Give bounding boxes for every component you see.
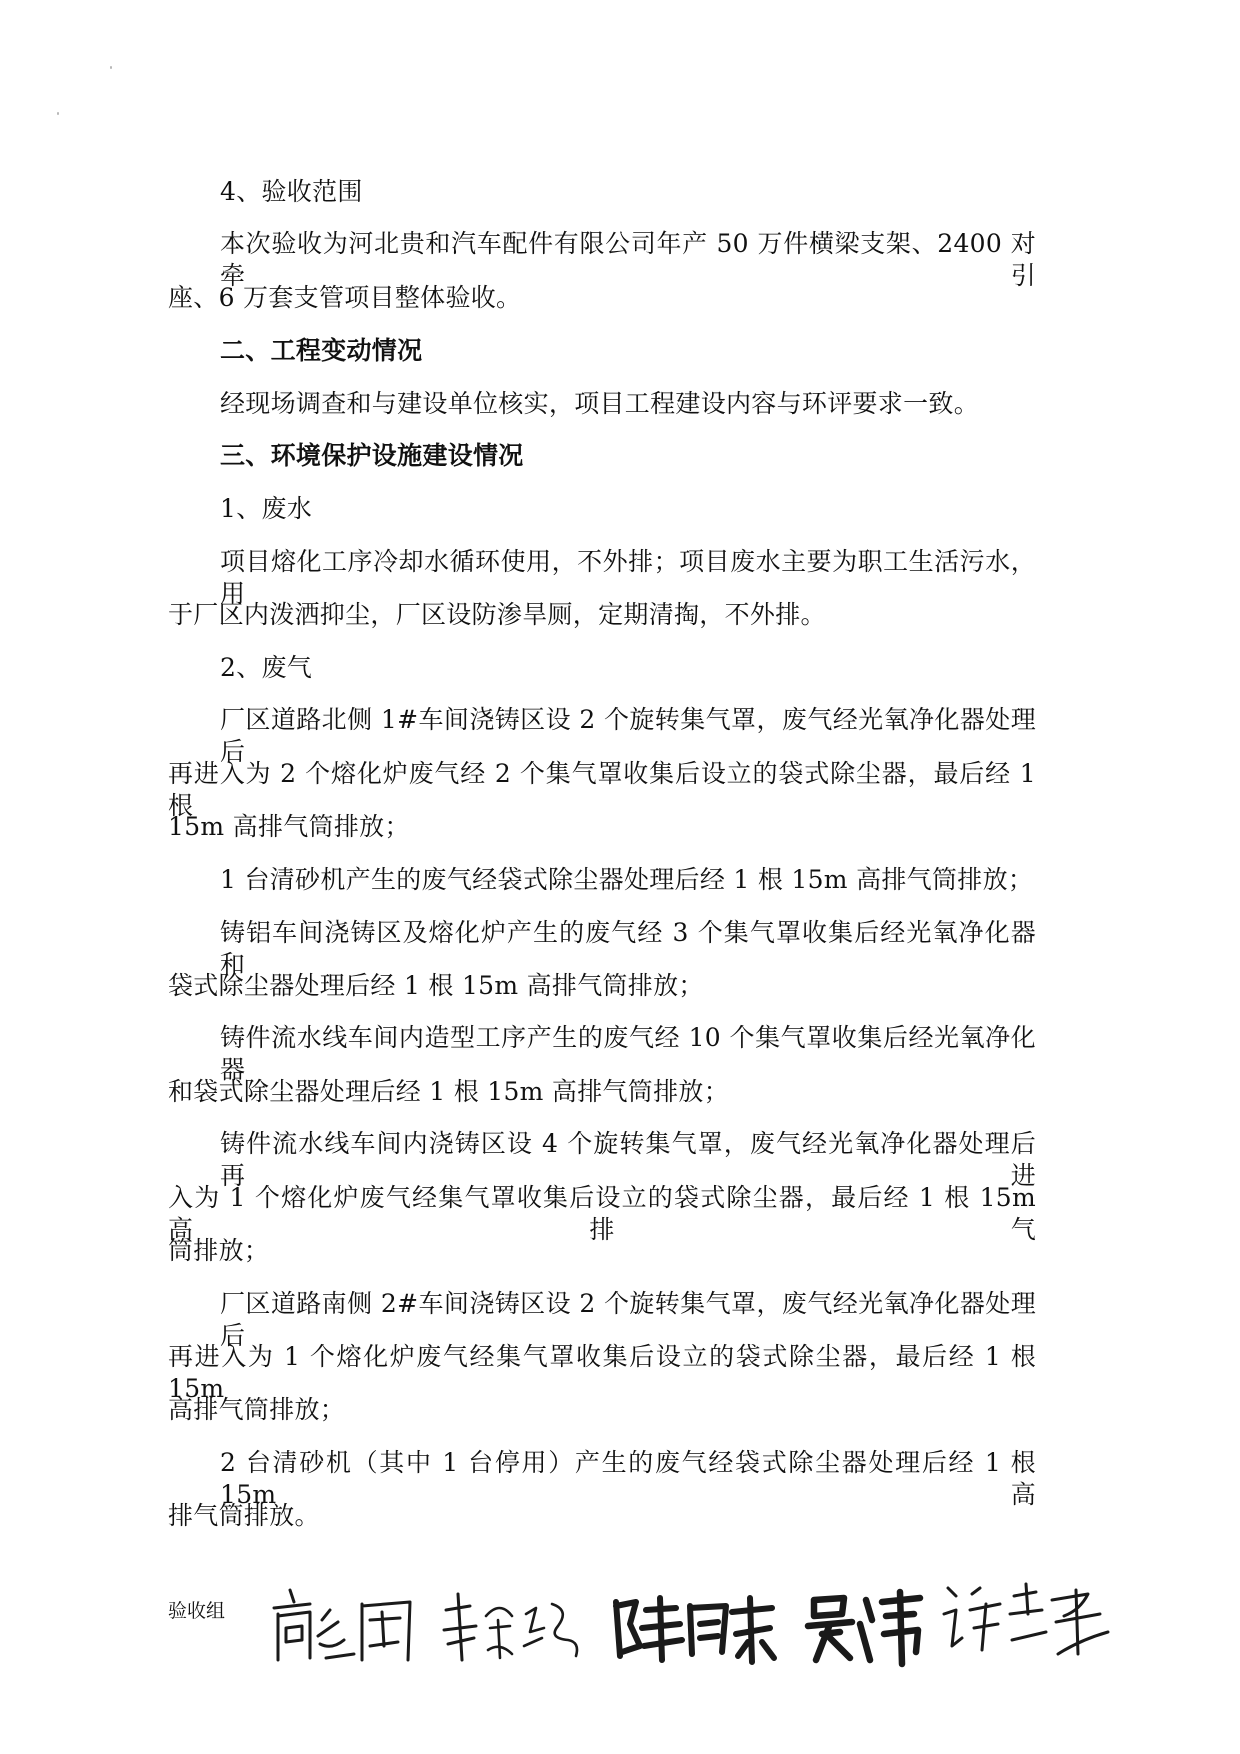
paragraph-line: 袋式除尘器处理后经 1 根 15m 高排气筒排放； [168, 971, 704, 1000]
subsection-heading-wastewater: 1、废水 [220, 494, 313, 523]
paragraph-line: 厂区道路南侧 2#车间浇铸区设 2 个旋转集气罩，废气经光氧净化器处理后 [220, 1289, 1036, 1350]
paragraph-line: 铸件流水线车间内浇铸区设 4 个旋转集气罩，废气经光氧净化器处理后再进 [220, 1129, 1036, 1190]
paragraph-line: 入为 1 个熔化炉废气经集气罩收集后设立的袋式除尘器，最后经 1 根 15m 高排气 [168, 1183, 1036, 1244]
paragraph-line: 铸件流水线车间内造型工序产生的废气经 10 个集气罩收集后经光氧净化器 [220, 1023, 1036, 1084]
subsection-heading-acceptance-scope: 4、验收范围 [220, 177, 363, 206]
paragraph-line: 排气筒排放。 [168, 1501, 320, 1530]
paragraph-line: 厂区道路北侧 1#车间浇铸区设 2 个旋转集气罩，废气经光氧净化器处理后 [220, 705, 1036, 766]
paragraph-line: 再进入为 2 个熔化炉废气经 2 个集气罩收集后设立的袋式除尘器，最后经 1 根 [168, 759, 1036, 820]
paragraph-line: 铸铝车间浇铸区及熔化炉产生的废气经 3 个集气罩收集后经光氧净化器和 [220, 918, 1036, 979]
scan-speck [57, 112, 59, 115]
section-heading-changes: 二、工程变动情况 [220, 336, 423, 365]
paragraph-line: 座、6 万套支管项目整体验收。 [168, 283, 522, 312]
paragraph-line: 项目熔化工序冷却水循环使用，不外排；项目废水主要为职工生活污水，用 [220, 547, 1036, 608]
paragraph-line: 经现场调查和与建设单位核实，项目工程建设内容与环评要求一致。 [220, 389, 980, 418]
handwritten-signature [440, 1580, 590, 1670]
paragraph-line: 15m 高排气筒排放； [168, 812, 410, 841]
paragraph-line: 再进入为 1 个熔化炉废气经集气罩收集后设立的袋式除尘器，最后经 1 根 15m [168, 1342, 1036, 1403]
handwritten-signature [940, 1570, 1115, 1670]
paragraph-line: 本次验收为河北贵和汽车配件有限公司年产 50 万件横梁支架、2400 对牵引 [220, 229, 1036, 290]
paragraph-line: 筒排放； [168, 1236, 270, 1265]
subsection-heading-waste-gas: 2、废气 [220, 653, 313, 682]
section-heading-env-facilities: 三、环境保护设施建设情况 [220, 441, 524, 470]
handwritten-signature [270, 1580, 420, 1670]
scan-speck [110, 66, 112, 69]
paragraph-line: 和袋式除尘器处理后经 1 根 15m 高排气筒排放； [168, 1077, 730, 1106]
signature-label: 验收组 [168, 1600, 226, 1622]
handwritten-signature [610, 1580, 780, 1670]
paragraph-line: 高排气筒排放； [168, 1395, 346, 1424]
paragraph-line: 2 台清砂机（其中 1 台停用）产生的废气经袋式除尘器处理后经 1 根 15m 高 [220, 1448, 1036, 1509]
handwritten-signature [800, 1580, 930, 1670]
paragraph-line: 于厂区内泼洒抑尘，厂区设防渗旱厕，定期清掏，不外排。 [168, 600, 826, 629]
paragraph-line: 1 台清砂机产生的废气经袋式除尘器处理后经 1 根 15m 高排气筒排放； [220, 865, 1034, 894]
signature-row [260, 1560, 1120, 1680]
